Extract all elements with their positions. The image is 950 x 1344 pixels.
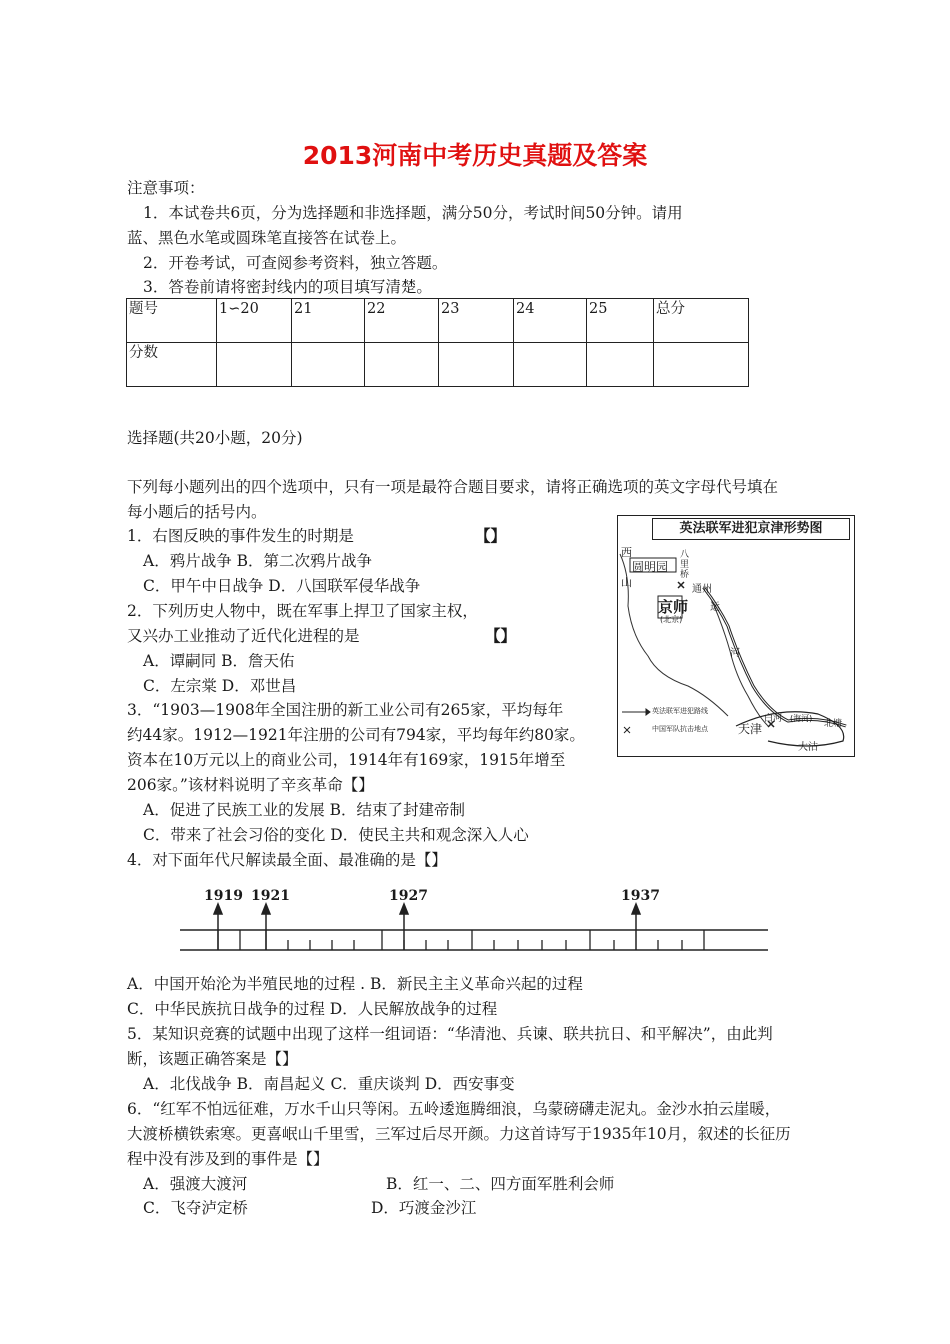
map-label-haihe: (海河) xyxy=(790,714,813,723)
q2-answer-bracket[interactable]: 【】 xyxy=(485,626,517,645)
map-label-beijing: (北京) xyxy=(660,615,683,624)
map-label-baliqiao: 八里桥 xyxy=(680,550,690,580)
q5-options: A．北伐战争 B．南昌起义 C．重庆谈判 D．西安事变 xyxy=(143,1075,515,1093)
timeline-year-1937: 1937 xyxy=(621,888,660,904)
q3-options: C．带来了社会习俗的变化 D．使民主共和观念深入人心 xyxy=(143,826,529,844)
q1-stem: 1．右图反映的事件发生的时期是 xyxy=(127,527,354,545)
map-legend-route: 英法联军进犯路线 xyxy=(652,707,708,715)
map-label-yun: 运 xyxy=(710,602,720,613)
q4-options: C．中华民族抗日战争的过程 D．人民解放战争的过程 xyxy=(127,1000,498,1018)
map-label-baihe: 白河 xyxy=(764,714,783,724)
map-label-beitang: 北塘 xyxy=(824,719,843,729)
q2-stem: 2．下列历史人物中，既在军事上捍卫了国家主权， xyxy=(127,602,478,620)
q3-stem: 资本在10万元以上的商业公司，1914年有169家，1915年增至 xyxy=(127,751,566,769)
q5-stem: 断，该题正确答案是【】 xyxy=(127,1050,298,1068)
notice-item-1-cont: 蓝、黑色水笔或圆珠笔直接答在试卷上。 xyxy=(127,229,407,247)
notice-item-2: 2．开卷考试，可查阅参考资料，独立答题。 xyxy=(143,254,448,272)
page-title: 2013河南中考历史真题及答案 xyxy=(302,141,648,170)
q6-option-d: D．巧渡金沙江 xyxy=(371,1199,477,1217)
section-heading: 选择题(共20小题，20分) xyxy=(127,429,303,447)
table-header-cell: 23 xyxy=(439,299,514,343)
map-label-tianjin: 天津 xyxy=(738,722,763,736)
q6-option-c: C．飞夺泸定桥 xyxy=(143,1199,248,1217)
score-cell[interactable] xyxy=(217,343,292,387)
timeline-arrows xyxy=(214,904,640,950)
q3-stem: 3．“1903—1908年全国注册的新工业公司有265家，平均每年 xyxy=(127,701,564,719)
score-cell[interactable] xyxy=(587,343,654,387)
map-legend-battle: 中国军队抗击地点 xyxy=(652,725,708,733)
q3-options: A．促进了民族工业的发展 B．结束了封建帝制 xyxy=(143,801,466,819)
q6-option-b: B．红一、二、四方面军胜利会师 xyxy=(386,1175,615,1193)
timeline-year-1919: 1919 xyxy=(204,888,243,904)
timeline-ticks xyxy=(218,930,704,950)
notice-item-1: 1．本试卷共6页，分为选择题和非选择题，满分50分，考试时间50分钟。请用 xyxy=(143,204,683,222)
q6-stem: 大渡桥横铁索寒。更喜岷山千里雪，三军过后尽开颜。力这首诗写于1935年10月，叙述的长征历 xyxy=(127,1125,791,1143)
table-header-cell: 25 xyxy=(587,299,654,343)
q1-answer-bracket[interactable]: 【】 xyxy=(475,526,507,545)
q6-stem: 6．“红军不怕远征难，万水千山只等闲。五岭逶迤腾细浪，乌蒙磅礴走泥丸。金沙水拍云崖暖， xyxy=(127,1100,781,1118)
q2-options: C．左宗棠 D．邓世昌 xyxy=(143,677,297,695)
table-header-cell: 22 xyxy=(365,299,439,343)
timeline-ruler xyxy=(178,884,770,954)
map-graphic xyxy=(618,516,854,756)
table-header-cell: 24 xyxy=(514,299,587,343)
q4-stem: 4．对下面年代尺解读最全面、最准确的是【】 xyxy=(127,851,447,869)
q4-options: A．中国开始沦为半殖民地的过程 . B．新民主主义革命兴起的过程 xyxy=(127,975,583,993)
timeline-year-1921: 1921 xyxy=(251,888,290,904)
q5-stem: 5．某知识竞赛的试题中出现了这样一组词语：“华清池、兵谏、联共抗日、和平解决”，由此判 xyxy=(127,1025,773,1043)
table-row-label: 分数 xyxy=(127,343,217,387)
table-header-cell: 总分 xyxy=(654,299,749,343)
score-cell[interactable] xyxy=(654,343,749,387)
map-label-shan: 山 xyxy=(621,576,632,589)
map-label-jingshi: 京师 xyxy=(658,598,689,616)
map-label-tongzhou: 通州 xyxy=(692,584,712,595)
score-cell[interactable] xyxy=(439,343,514,387)
map-figure xyxy=(617,515,855,757)
map-label-dagu: 大沽 xyxy=(798,742,818,753)
score-cell[interactable] xyxy=(292,343,365,387)
q6-option-a: A．强渡大渡河 xyxy=(143,1175,248,1193)
q2-options: A．谭嗣同 B．詹天佑 xyxy=(143,652,295,670)
notice-heading: 注意事项： xyxy=(127,179,205,197)
score-table xyxy=(126,298,749,387)
table-header-cell: 1∽20 xyxy=(217,299,292,343)
map-label-he: 河 xyxy=(730,648,740,659)
section-instruction-cont: 每小题后的括号内。 xyxy=(127,503,267,521)
map-label-xi: 西 xyxy=(621,546,632,559)
notice-item-3: 3．答卷前请将密封线内的项目填写清楚。 xyxy=(143,278,432,296)
section-instruction: 下列每小题列出的四个选项中，只有一项是最符合题目要求，请将正确选项的英文字母代号填在 xyxy=(127,478,779,496)
timeline-year-1927: 1927 xyxy=(389,888,428,904)
q6-stem: 程中没有涉及到的事件是【】 xyxy=(127,1150,329,1168)
table-header-cell: 题号 xyxy=(127,299,217,343)
score-cell[interactable] xyxy=(365,343,439,387)
q1-options: C．甲午中日战争 D．八国联军侵华战争 xyxy=(143,577,421,595)
q1-options: A．鸦片战争 B．第二次鸦片战争 xyxy=(143,552,373,570)
q3-stem: 约44家。1912—1921年注册的公司有794家，平均每年约80家。 xyxy=(127,726,585,744)
score-cell[interactable] xyxy=(514,343,587,387)
q3-stem: 206家。”该材料说明了辛亥革命【】 xyxy=(127,776,374,794)
table-header-cell: 21 xyxy=(292,299,365,343)
map-label-yuanmingyuan: 圆明园 xyxy=(632,560,669,574)
map-title: 英法联军进犯京津形势图 xyxy=(652,518,850,540)
q2-stem-cont: 又兴办工业推动了近代化进程的是 xyxy=(127,627,360,645)
